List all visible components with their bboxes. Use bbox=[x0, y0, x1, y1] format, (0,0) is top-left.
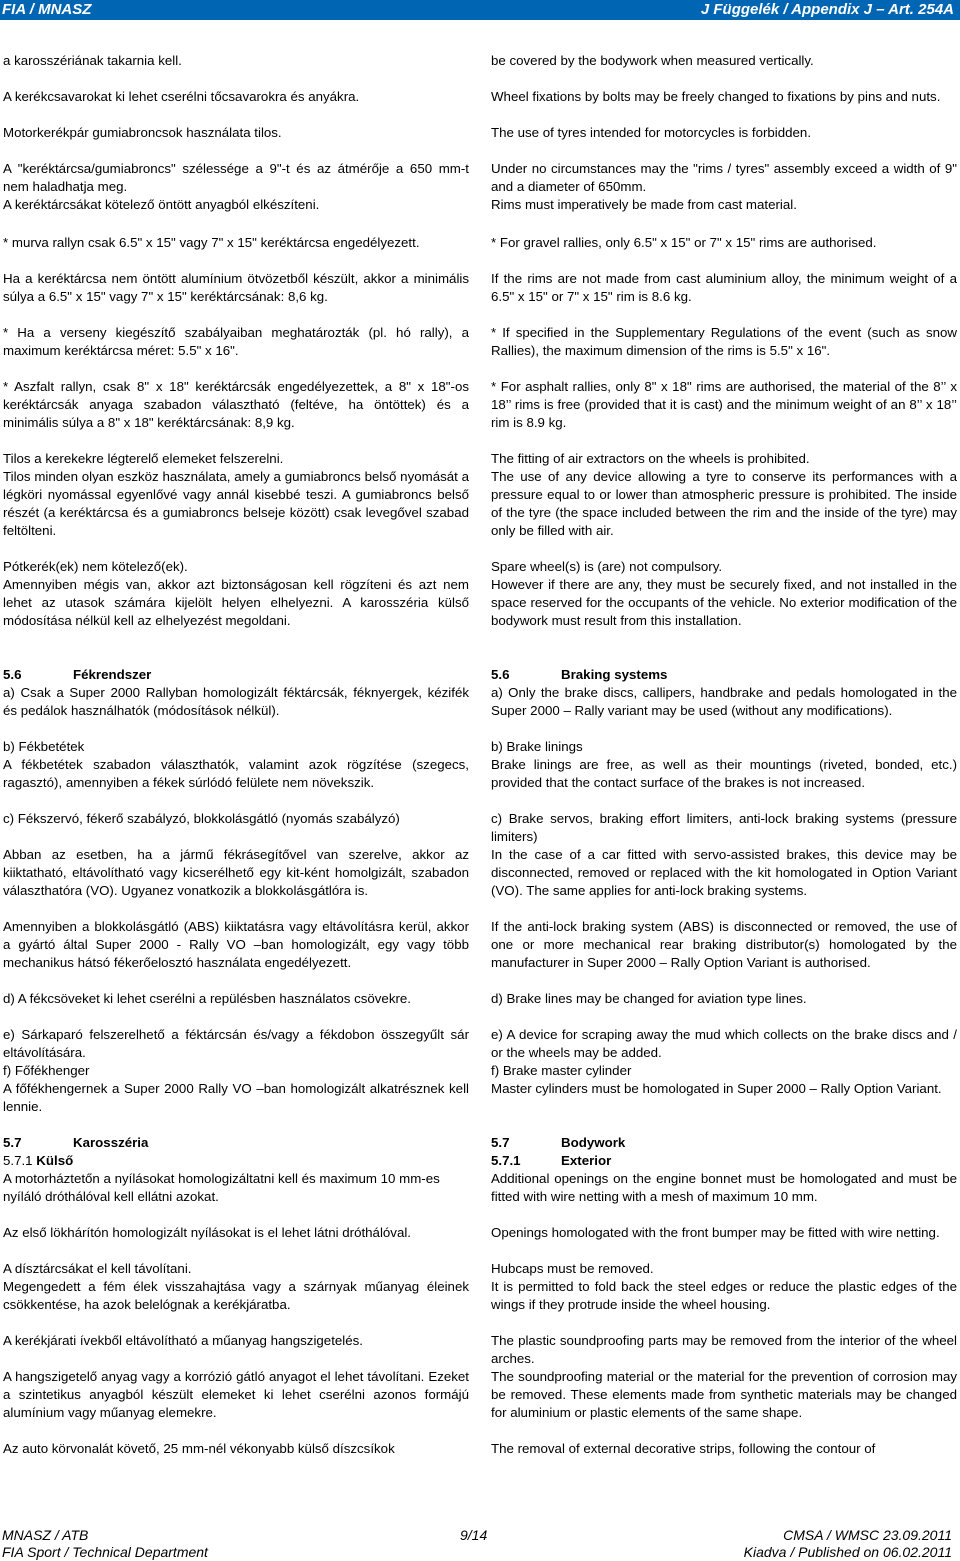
hu-paragraph: A hangszigetelő anyag vagy a korrózió gátló anyagot el lehet távolítani. Ezeket a szintetikus anyagból készült elemeket ki lehet cserélni azonos formájú alumínium vagy műanyag elemekre. bbox=[3, 1369, 469, 1420]
hu-subsection-heading bbox=[3, 1152, 469, 1170]
footer-left-line2: FIA Sport / Technical Department bbox=[2, 1544, 208, 1560]
hu-paragraph: Az auto körvonalát követő, 25 mm-nél vékonyabb külső díszcsíkok bbox=[3, 1441, 395, 1456]
hu-paragraph: A "keréktárcsa/gumiabroncs" szélessége a 9"-t és az átmérője a 650 mm-t nem haladhatja meg. bbox=[3, 161, 469, 194]
hu-section-heading bbox=[3, 666, 469, 684]
hu-paragraph: Tilos a kerekekre légterelő elemeket felszerelni. bbox=[3, 451, 284, 466]
section-title: Braking systems bbox=[561, 667, 668, 682]
section-title: Karosszéria bbox=[73, 1135, 149, 1150]
section-number: 5.7 bbox=[491, 1135, 510, 1150]
hu-paragraph: Pótkerék(ek) nem kötelező(ek). bbox=[3, 559, 188, 574]
hu-paragraph: A főfékhengernek a Super 2000 Rally VO –ban homologizált alkatrésznek kell lennie. bbox=[3, 1081, 469, 1114]
en-subheading: b) Brake linings bbox=[491, 739, 583, 754]
hu-paragraph: Tilos minden olyan eszköz használata, amely a gumiabroncs belső nyomását a légköri nyomással egyenlővé vagy annál kisebbé teszi. A gumiabroncs belső részét (a keréktárcsa és a gumiabroncs belseje között) csak levegővel szabad feltölteni. bbox=[3, 469, 469, 538]
hu-paragraph: a) Csak a Super 2000 Rallyban homologizált féktárcsák, féknyergek, kézifék és pedálok használhatók (módosítások nélkül). bbox=[3, 685, 469, 718]
section-number: 5.6 bbox=[491, 667, 510, 682]
subsection-number: 5.7.1 bbox=[491, 1153, 521, 1168]
hu-subheading: f) Főfékhenger bbox=[3, 1063, 90, 1078]
header-right-title: J Függelék / Appendix J – Art. 254A bbox=[700, 1, 954, 18]
en-paragraph: * If specified in the Supplementary Regulations of the event (such as snow Rallies), the maximum dimension of the rims is 5.5" x 16". bbox=[491, 325, 957, 358]
en-paragraph: If the rims are not made from cast aluminium alloy, the minimum weight of a 6.5" x 15" or 7" x 15" rim is 8.6 kg. bbox=[491, 271, 957, 304]
en-paragraph: be covered by the bodywork when measured vertically. bbox=[491, 53, 814, 68]
section-title: Bodywork bbox=[561, 1135, 626, 1150]
page-number: 9/14 bbox=[460, 1527, 488, 1543]
footer-left-line1: MNASZ / ATB bbox=[2, 1527, 89, 1543]
hu-paragraph: a karosszériának takarnia kell. bbox=[3, 53, 182, 68]
subsection-title: Exterior bbox=[561, 1153, 612, 1168]
en-paragraph: Spare wheel(s) is (are) not compulsory. bbox=[491, 559, 723, 574]
en-paragraph: In the case of a car fitted with servo-assisted brakes, this device may be disconnected, removed or replaced with the kit homologated in Option Variant (VO). The same applies for anti-lock braking systems. bbox=[491, 847, 957, 898]
en-paragraph: Openings homologated with the front bumper may be fitted with wire netting. bbox=[491, 1225, 940, 1240]
hu-paragraph: * Aszfalt rallyn, csak 8" x 18" keréktárcsák engedélyezettek, a 8" x 18"-os keréktárcsák anyaga szabadon választható (feltéve, ha öntöttek) és a minimális súlya a 8" x 18" keréktárcsának: 8,9 kg. bbox=[3, 379, 469, 430]
footer-right-line1: CMSA / WMSC 23.09.2011 bbox=[783, 1527, 952, 1543]
hu-paragraph: A keréktárcsákat kötelező öntött anyagból elkészíteni. bbox=[3, 197, 320, 212]
hu-subheading: c) Fékszervó, fékerő szabályzó, blokkolásgátló (nyomás szabályzó) bbox=[3, 811, 400, 826]
hu-paragraph: A dísztárcsákat el kell távolítani. bbox=[3, 1261, 192, 1276]
en-paragraph: The use of tyres intended for motorcycles is forbidden. bbox=[491, 125, 812, 140]
hu-subheading: b) Fékbetétek bbox=[3, 739, 85, 754]
hu-paragraph: A motorháztetőn a nyílásokat homologizáltatni kell és maximum 10 mm-es nyíláló dróthálóval kell ellátni azokat. bbox=[3, 1171, 440, 1204]
en-paragraph: The plastic soundproofing parts may be removed from the interior of the wheel arches. bbox=[491, 1333, 957, 1366]
en-paragraph: The soundproofing material or the material for the prevention of corrosion may be removed. These elements made from synthetic materials may be changed for aluminium or plastic elements of the same shape. bbox=[491, 1369, 957, 1420]
en-paragraph: Master cylinders must be homologated in Super 2000 – Rally Option Variant. bbox=[491, 1081, 942, 1096]
en-section-heading bbox=[491, 1134, 957, 1152]
hu-paragraph: A kerékcsavarokat ki lehet cserélni tőcsavarokra és anyákra. bbox=[3, 89, 360, 104]
en-paragraph: Hubcaps must be removed. bbox=[491, 1261, 654, 1276]
en-paragraph: Brake linings are free, as well as their mountings (riveted, bonded, etc.) provided that the contact surface of the brakes is not increased. bbox=[491, 757, 957, 790]
en-paragraph: However if there are any, they must be securely fixed, and not installed in the space reserved for the occupants of the vehicle. No exterior modification of the bodywork must result from this installation. bbox=[491, 577, 957, 628]
subsection-number: 5.7.1 bbox=[3, 1153, 33, 1168]
subsection-title: Külső bbox=[36, 1153, 74, 1168]
hu-paragraph: d) A fékcsöveket ki lehet cserélni a repülésben használatos csövekre. bbox=[3, 991, 411, 1006]
hu-paragraph: e) Sárkaparó felszerelhető a féktárcsán és/vagy a fékdobon összegyűlt sár eltávolítására. bbox=[3, 1027, 469, 1060]
en-paragraph: * For asphalt rallies, only 8" x 18" rims are authorised, the material of the 8’’ x 18’’ rims is free (provided that it is cast) and the minimum weight of an 8’’ x 18’’ rim is 8.9 kg. bbox=[491, 379, 957, 430]
en-paragraph: The fitting of air extractors on the wheels is prohibited. bbox=[491, 451, 810, 466]
en-paragraph: d) Brake lines may be changed for aviation type lines. bbox=[491, 991, 807, 1006]
hu-section-heading bbox=[3, 1134, 469, 1152]
hu-paragraph: * Ha a verseny kiegészítő szabályaiban meghatározták (pl. hó rally), a maximum keréktárcsa méret: 5.5" x 16". bbox=[3, 325, 469, 358]
hu-paragraph: A fékbetétek szabadon választhatók, valamint azok rögzítése (szegecs, ragasztó), amennyiben a fékek súrlódó felülete nem növekszik. bbox=[3, 757, 469, 790]
hu-paragraph: Amennyiben a blokkolásgátló (ABS) kiiktatásra vagy eltávolításra kerül, akkor a gyártó által Super 2000 - Rally VO –ban homologizált, egy vagy több mechanikus hátsó fékerőelosztó használata engedélyezett. bbox=[3, 919, 469, 970]
en-paragraph: Wheel fixations by bolts may be freely changed to fixations by pins and nuts. bbox=[491, 89, 941, 104]
en-subsection-heading bbox=[491, 1152, 957, 1170]
en-subheading: c) Brake servos, braking effort limiters, anti-lock braking systems (pressure limiters) bbox=[491, 811, 957, 844]
en-paragraph: The use of any device allowing a tyre to conserve its performances with a pressure equal to or lower than atmospheric pressure is prohibited. The inside of the tyre (the space included between the rim and the inside of the tyre) may only be filled with air. bbox=[491, 469, 957, 538]
hu-paragraph: Ha a keréktárcsa nem öntött alumínium ötvözetből készült, akkor a minimális súlya a 6.5" x 15" vagy 7" x 15" keréktárcsának: 8,6 kg. bbox=[3, 271, 469, 304]
en-paragraph: The removal of external decorative strips, following the contour of bbox=[491, 1441, 876, 1456]
hu-paragraph: Megengedett a fém élek visszahajtása vagy a szárnyak műanyag éleinek csökkentése, ha azok belelógnak a kerékjáratba. bbox=[3, 1279, 469, 1312]
hu-paragraph: Amennyiben mégis van, akkor azt biztonságosan kell rögzíteni és azt nem lehet az utasok számára kijelölt helyen elhelyezni. A karosszéria külső módosítása nélkül kell az elhelyezést megoldani. bbox=[3, 577, 469, 628]
page-header bbox=[0, 0, 960, 20]
hu-paragraph: Motorkerékpár gumiabroncsok használata tilos. bbox=[3, 125, 282, 140]
en-paragraph: Rims must imperatively be made from cast material. bbox=[491, 197, 797, 212]
hu-paragraph: A kerékjárati ívekből eltávolítható a műanyag hangszigetelés. bbox=[3, 1333, 363, 1348]
section-title: Fékrendszer bbox=[73, 667, 152, 682]
en-paragraph: a) Only the brake discs, callipers, handbrake and pedals homologated in the Super 2000 – Rally variant may be used (without any modifications). bbox=[491, 685, 957, 718]
section-number: 5.6 bbox=[3, 667, 22, 682]
en-paragraph: Additional openings on the engine bonnet must be homologated and must be fitted with wire netting with a mesh of maximum 10 mm. bbox=[491, 1171, 957, 1204]
en-paragraph: Under no circumstances may the "rims / tyres" assembly exceed a width of 9" and a diameter of 650mm. bbox=[491, 161, 957, 194]
en-subheading: f) Brake master cylinder bbox=[491, 1063, 632, 1078]
header-left-title: FIA / MNASZ bbox=[2, 1, 92, 18]
en-section-heading bbox=[491, 666, 957, 684]
en-paragraph: It is permitted to fold back the steel edges or reduce the plastic edges of the wings if they protrude inside the wheel housing. bbox=[491, 1279, 957, 1312]
en-paragraph: * For gravel rallies, only 6.5" x 15" or 7" x 15" rims are authorised. bbox=[491, 235, 877, 250]
en-paragraph: e) A device for scraping away the mud which collects on the brake discs and / or the wheels may be added. bbox=[491, 1027, 957, 1060]
hu-paragraph: Abban az esetben, ha a jármű fékrásegítővel van szerelve, akkor az kiiktatható, eltávolítható vagy kicserélhető egy kit-ként homolgizált, szabadon választhatóra (VO). Ugyanez vonatkozik a blokkolásgátlóra is. bbox=[3, 847, 469, 898]
hu-paragraph: Az első lökhárítón homologizált nyílásokat is el lehet látni dróthálóval. bbox=[3, 1225, 411, 1240]
section-number: 5.7 bbox=[3, 1135, 22, 1150]
en-paragraph: If the anti-lock braking system (ABS) is disconnected or removed, the use of one or more mechanical rear braking distributor(s) homologated by the manufacturer in Super 2000 – Rally Option Variant is authorised. bbox=[491, 919, 957, 970]
page-footer bbox=[0, 1527, 960, 1561]
footer-right-line2: Kiadva / Published on 06.02.2011 bbox=[743, 1544, 952, 1560]
hu-paragraph: * murva rallyn csak 6.5" x 15" vagy 7" x 15" keréktárcsa engedélyezett. bbox=[3, 235, 420, 250]
